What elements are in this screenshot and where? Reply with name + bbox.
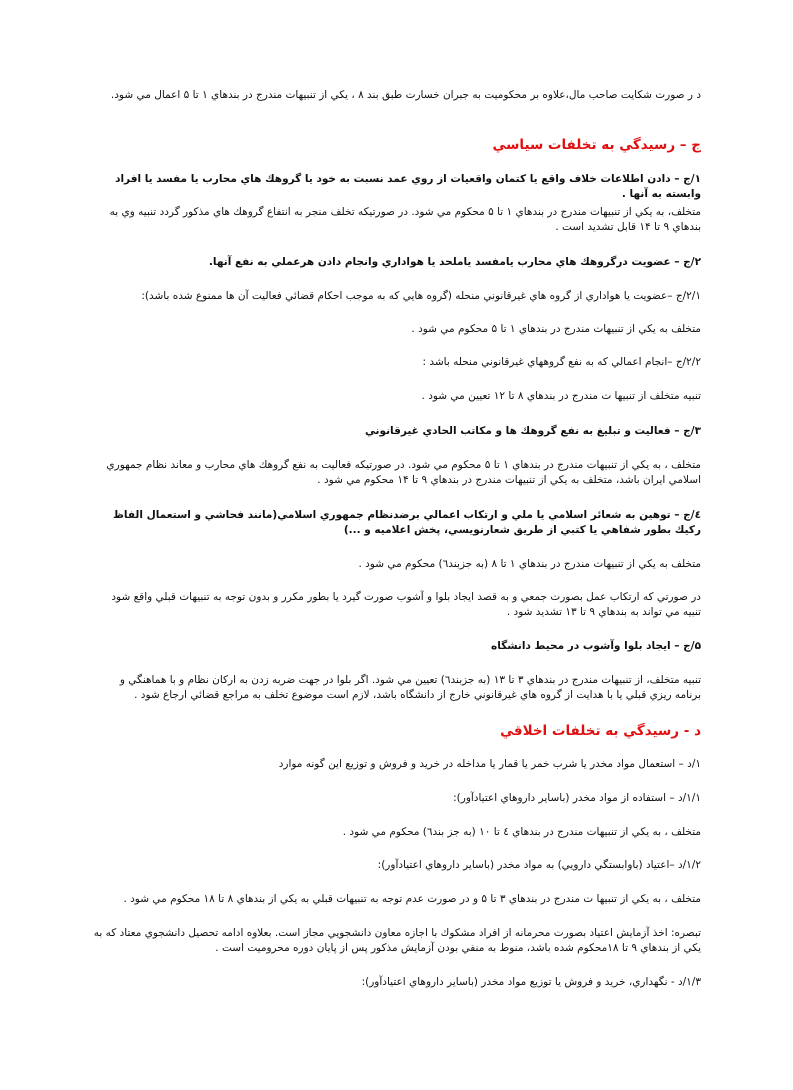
paragraph: متخلف ، به يكي از تنبيها ت مندرج در بندهاي ۳ تا ۵ و در صورت عدم توجه به تنبيهات قبلي به يكي از بندهاي ۸ تا ۱۸ محكوم مي شود . [123, 893, 701, 905]
paragraph: تنبيه متخلف، از تنبيهات مندرج در بندهاي ۳ تا ۱۳ (به جزبند٦) تعيين مي شود. اگر بلوا در جهت ضربه زدن به اركان نظام و با هماهنگي و برنامه ريزي قبلي يا با هدايت از گروه هاي غيرقانوني خارج از دانشگاه باشد، لازم است موضوع تخلف به مراجع قضائي ارجاع شود . [119, 674, 701, 701]
intro-paragraph: د ر صورت شكايت صاحب مال،علاوه بر محكوميت به جبران خسارت طبق بند ۸ ، يكي از تنبيهات مندرج در بندهاي ۱ تا ۵ اعمال مي شود. [110, 89, 701, 101]
paragraph: متخلف به يكي از تنبيهات مندرج در بندهاي ۱ تا ۸ (به جزبند٦) محكوم مي شود . [358, 558, 701, 570]
sub-clause: ۱/۱/د – استفاده از مواد مخدر (باساير داروهاي اعتيادآور): [453, 792, 701, 804]
sub-clause: ۱/۳/د - نگهداري، خريد و فروش يا توزيع مواد مخدر (باساير داروهاي اعتيادآور): [361, 976, 701, 988]
sub-clause: ۲/۲/ج –انجام اعمالي كه به نفع گروههاي غيرقانوني منحله باشد : [422, 356, 701, 368]
sub-clause: ۲/۱/ج –عضويت يا هواداري از گروه هاي غيرقانوني منحله (گروه هايي كه به موجب احكام قضائي فعاليت آن ها ممنوع شده باشد): [141, 290, 701, 302]
paragraph: متخلف ، به يكي از تنبيهات مندرج در بندهاي ٤ تا ۱۰ (به جز بند٦) محكوم مي شود . [342, 826, 701, 838]
section-heading-ethical: د - رسيدگي به تخلفات اخلاقي [500, 723, 701, 739]
paragraph: متخلف، به يكي از تنبيهات مندرج در بندهاي ۱ تا ۵ محكوم مي شود. در صورتيكه تخلف منجر به انتفاع گروهك هاي مذكور گردد تنبيه وي به بندهاي ۹ تا ۱۴ قابل تشديد است . [109, 206, 701, 233]
clause-heading: ۲/ج – عضويت درگروهك هاي محارب يامفسد ياملحد يا هواداري وانجام دادن هرعملي به نفع آنها. [208, 256, 701, 268]
section-heading-political: ج – رسيدگي به تخلفات سياسي [492, 137, 701, 153]
paragraph: متخلف به يكي از تنبيهات مندرج در بندهاي ۱ تا ۵ محكوم مي شود . [411, 323, 701, 335]
paragraph: متخلف ، به يكي از تنبيهات مندرج در بندهاي ۱ تا ۵ محكوم مي شود. در صورتيكه فعاليت به نفع گروهك هاي محارب و معاند نظام جمهوري اسلامي ايران باشد، متخلف به يكي از تنبيهات مندرج در بندهاي ۹ تا ۱۴ محكوم مي شود . [106, 459, 701, 486]
clause-heading: ٤/ج – توهين به شعائر اسلامي يا ملي و ارتكاب اعمالي برضدنظام جمهوري اسلامي(مانند فحاشي و استعمال الفاظ ركيك بطور شفاهي يا كتبي از طريق شعارنويسي، پخش اعلاميه و ...) [113, 509, 701, 536]
clause-heading: ۱/د – استعمال مواد مخدر يا شرب خمر يا قمار يا مداخله در خريد و فروش و توزيع اين گونه موارد [278, 758, 701, 770]
note-paragraph: تبصره: اخذ آزمايش اعتياد بصورت محرمانه از افراد مشكوك با اجازه معاون دانشجويي مجاز است. بعلاوه ادامه تحصيل دانشجوي معتاد كه به يكي از بندهاي ۹ تا ۱۸محكوم شده باشد، منوط به منفي بودن آزمايش مذكور پس از پايان دوره محروميت است . [93, 927, 701, 954]
paragraph: در صورتي كه ارتكاب عمل بصورت جمعي و به قصد ايجاد بلوا و آشوب صورت گيرد يا بطور مكرر و بدون توجه به تنبيهات قبلي واقع شود تنبيه مي تواند به بندهاي ۹ تا ۱۳ تشديد شود . [111, 591, 701, 618]
paragraph: تنبيه متخلف از تنبيها ت مندرج در بندهاي ۸ تا ۱۲ تعيين مي شود . [421, 390, 701, 402]
clause-heading: ۱/ج – دادن اطلاعات خلاف واقع يا كتمان واقعيات از روي عمد نسبت به خود يا گروهك هاي محارب يا مفسد يا افراد وابسته به آنها . [115, 173, 701, 200]
sub-clause: ۱/۲/د –اعتياد (باوابستگي دارويي) به مواد مخدر (باساير داروهاي اعتيادآور): [377, 859, 701, 871]
clause-heading: ۳/ج – فعاليت و تبليغ به نفع گروهك ها و مكاتب الحادي غيرقانوني [364, 425, 701, 437]
clause-heading: ۵/ج – ايجاد بلوا وآشوب در محيط دانشگاه [491, 640, 701, 652]
